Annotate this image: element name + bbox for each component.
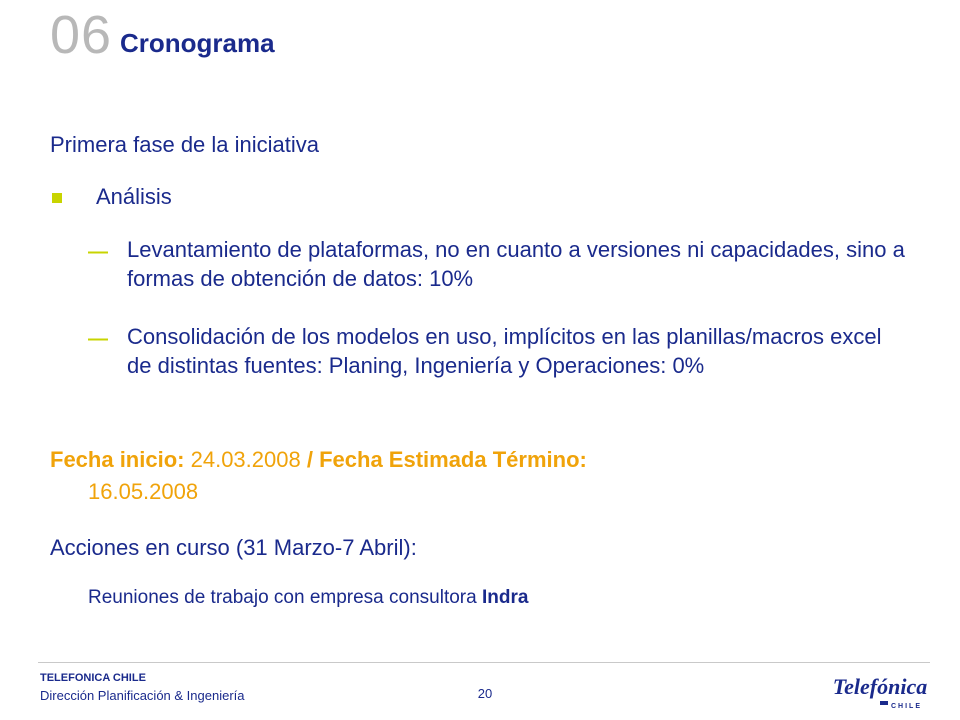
list-item: Consolidación de los modelos en uso, implícitos en las planillas/macros excel de distintas fuentes: Planing, Ingeniería y Operaciones: 0%	[127, 324, 882, 378]
start-date-value: 24.03.2008	[190, 447, 301, 472]
bullet-square-icon	[52, 193, 62, 203]
subtitle: Primera fase de la iniciativa	[50, 132, 320, 157]
dash-bullet-icon: —	[88, 328, 108, 350]
dates-line	[50, 444, 850, 508]
actions-item-bold: Indra	[481, 587, 529, 608]
logo-subtext: CHILE	[891, 703, 922, 710]
actions-item	[88, 587, 528, 610]
telefonica-logo-icon	[830, 670, 930, 714]
start-date-label: Fecha inicio:	[50, 447, 185, 472]
actions-item-text: Reuniones de trabajo con empresa consultora	[88, 587, 477, 608]
page-title: Cronograma	[120, 28, 275, 58]
bullet-text: Análisis	[96, 184, 172, 209]
footer-company: TELEFONICA CHILE	[40, 672, 146, 684]
footer-department: Dirección Planificación & Ingeniería	[40, 688, 245, 703]
end-date-label: Fecha Estimada Término:	[319, 447, 587, 472]
section-number: 06	[50, 5, 113, 65]
page-number: 20	[477, 686, 493, 701]
footer-divider	[38, 662, 930, 663]
date-separator: /	[306, 447, 313, 472]
end-date-value: 16.05.2008	[88, 479, 199, 504]
dash-bullet-icon: —	[88, 241, 108, 263]
list-item: Levantamiento de plataformas, no en cuanto a versiones ni capacidades, sino a formas de obtención de datos: 10%	[127, 237, 905, 291]
logo-text: Telefónica	[832, 674, 928, 699]
actions-title: Acciones en curso (31 Marzo-7 Abril):	[50, 535, 417, 560]
logo-bar-icon	[880, 701, 888, 705]
